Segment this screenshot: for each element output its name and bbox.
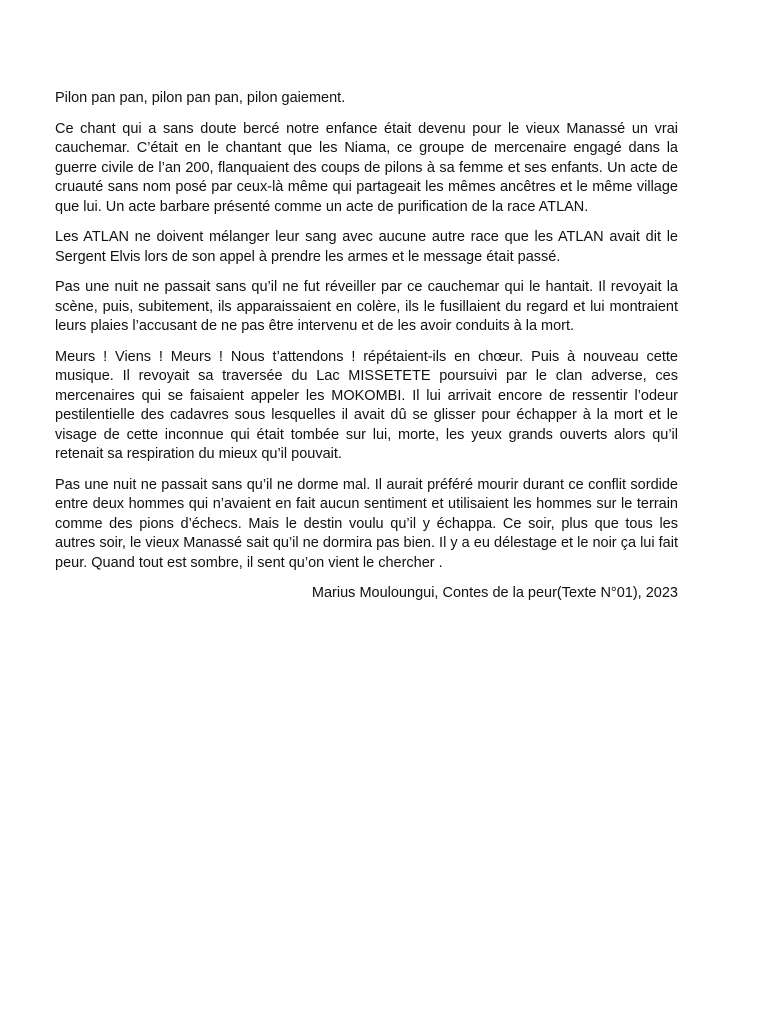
paragraph-atlan-message: Les ATLAN ne doivent mélanger leur sang avec aucune autre race que les ATLAN avait dit le Sergent Elvis lors de son appel à prendre les armes et le message était passé. — [55, 229, 678, 265]
paragraph-tonight: Pas une nuit ne passait sans qu’il ne dorme mal. Il aurait préféré mourir durant ce conflit sordide entre deux hommes qui n’avaient en fait aucun sentiment et utilisaient les hommes sur le terrain comme des pions d’échecs. Mais le destin voulu qu’il y échappa. Ce soir, plus que tous les autres soir, le vieux Manassé sait qu’il ne dormira pas bien. Il y a eu délestage et le noir ça lui fait peur. Quand tout est sombre, il sent qu’on vient le chercher . — [55, 476, 678, 571]
paragraph-refrain: Pilon pan pan, pilon pan pan, pilon gaiement. — [55, 90, 346, 106]
author-signature: Marius Mouloungui, Contes de la peur(Texte N°01), 2023 — [311, 585, 678, 601]
paragraph-memories: Meurs ! Viens ! Meurs ! Nous t’attendons ! répétaient-ils en chœur. Puis à nouveau cette musique. Il revoyait sa traversée du Lac MISSETETE poursuivi par le clan adverse, ces mercenaires qui se faisaient appeler les MOKOMBI. Il lui arrivait encore de ressentir l’odeur pestilentielle des cadavres sous lesquelles il avait dû se glisser pour échapper à la mort et le visage de cette inconnue qui était tombée sur lui, morte, les yeux grands ouverts alors qu’il retenait sa respiration du mieux qu’il pouvait. — [55, 348, 678, 462]
paragraph-nightmare-origin: Ce chant qui a sans doute bercé notre enfance était devenu pour le vieux Manassé un vrai cauchemar. C’était en le chantant que les Niama, ce groupe de mercenaire engagé dans la guerre civile de l’an 200, flanquaient des coups de pilons à sa femme et ses enfants. Un acte de cruauté sans nom posé par ceux-là même qui partageait les mêmes ancêtres et le même village que lui. Un acte barbare présenté comme un acte de purification de la race ATLAN. — [55, 120, 678, 215]
paragraph-haunting: Pas une nuit ne passait sans qu’il ne fut réveiller par ce cauchemar qui le hantait. Il revoyait la scène, puis, subitement, ils apparaissaient en colère, ils le fusillaient du regard et lui montraient leurs plaies l’accusant de ne pas être intervenu et de les avoir conduits à la mort. — [55, 279, 678, 334]
document-page — [55, 89, 678, 604]
